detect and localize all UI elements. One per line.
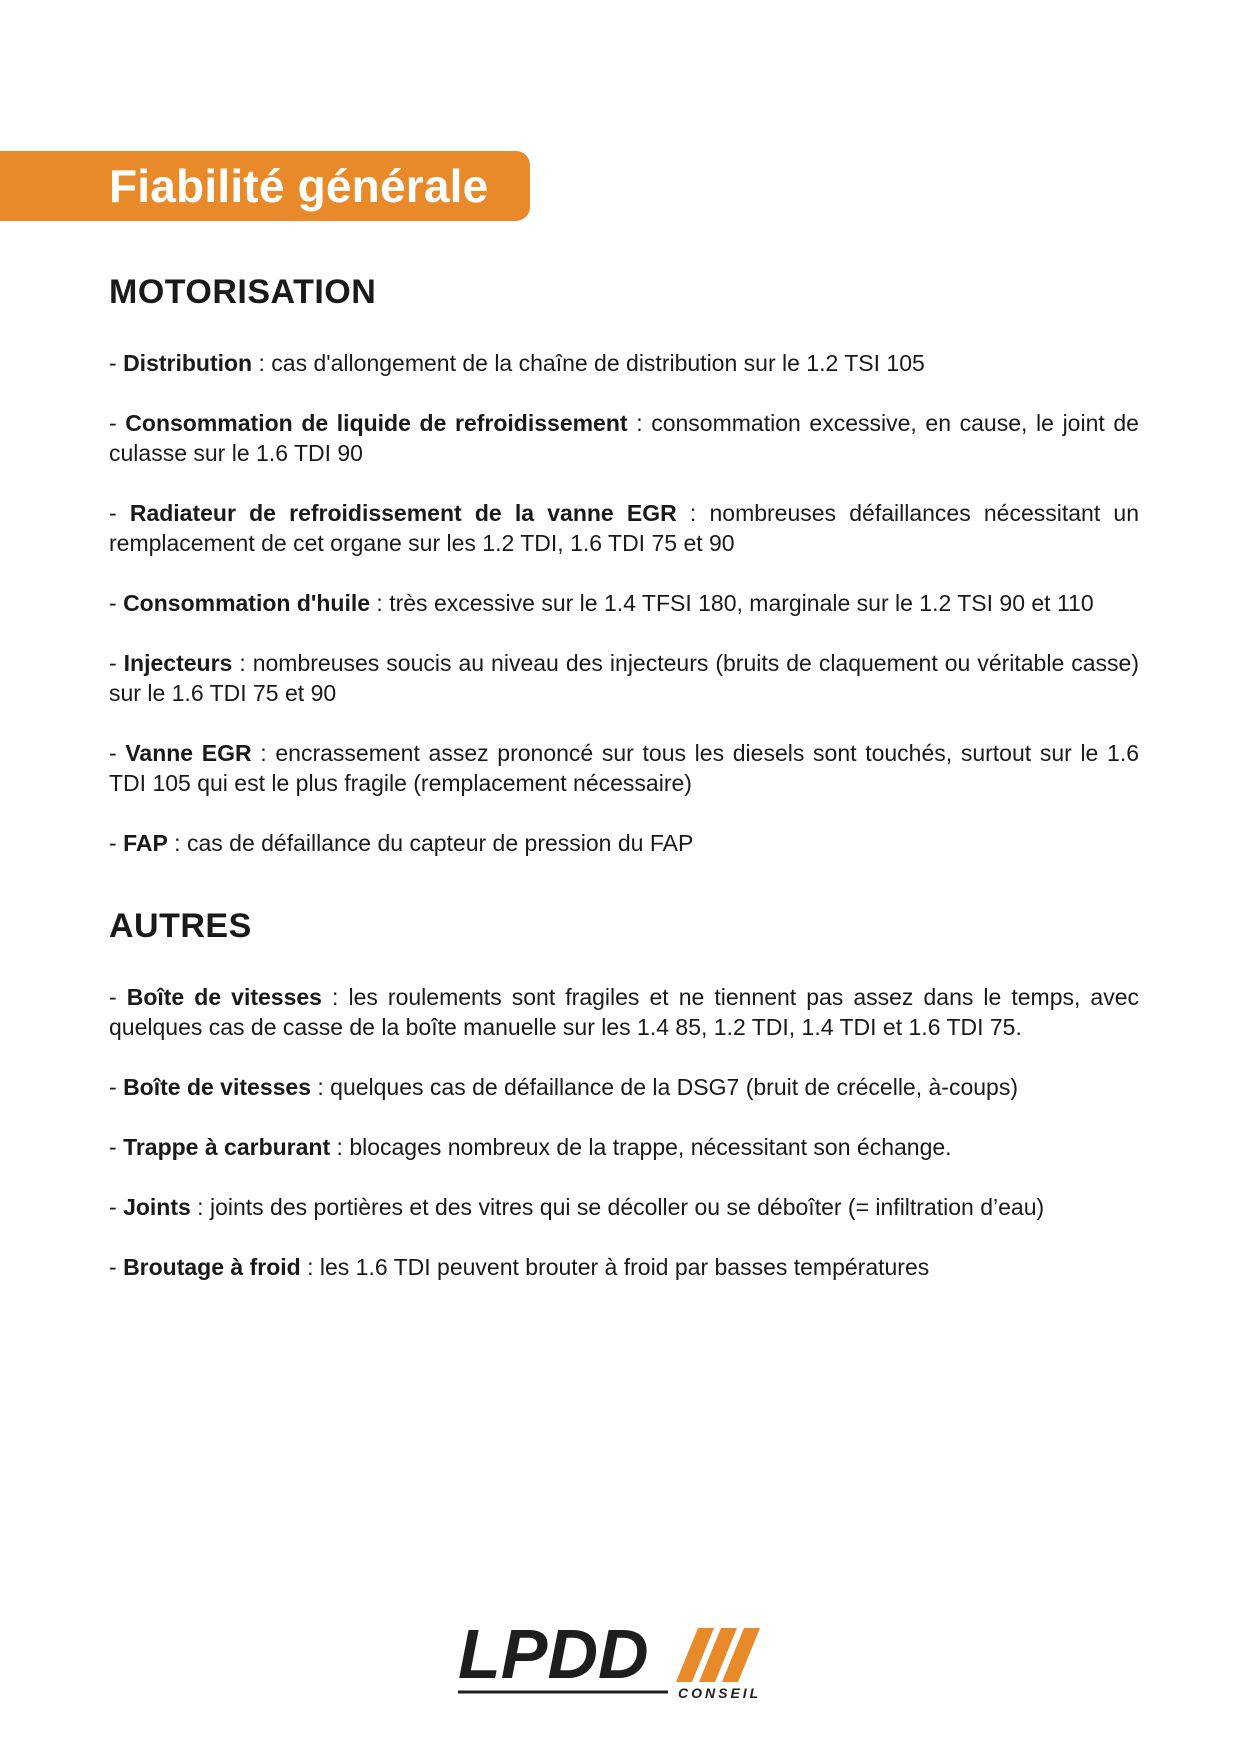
item-separator: : (300, 1254, 320, 1280)
item-text: blocages nombreux de la trappe, nécessitant son échange. (349, 1134, 952, 1160)
item-label: Consommation de liquide de refroidissement (125, 410, 628, 436)
item-text: consommation excessive, en cause, le joint de culasse sur le 1.6 TDI 90 (109, 410, 1139, 466)
list-item: - Boîte de vitesses : quelques cas de défaillance de la DSG7 (bruit de crécelle, à-coups) (109, 1074, 1018, 1100)
item-text: cas d'allongement de la chaîne de distribution sur le 1.2 TSI 105 (271, 350, 925, 376)
item-label: FAP (123, 830, 168, 856)
list-item: - Consommation d'huile : très excessive sur le 1.4 TFSI 180, marginale sur le 1.2 TSI 90 et 110 (109, 590, 1094, 616)
item-label: Joints (123, 1194, 191, 1220)
page-title: Fiabilité générale (109, 160, 489, 212)
item-separator: : (232, 650, 253, 676)
item-label: Trappe à carburant (123, 1134, 331, 1160)
item-text: nombreuses soucis au niveau des injecteurs (bruits de claquement ou véritable casse) sur le 1.6 TDI 75 et 90 (109, 650, 1139, 706)
item-text: joints des portières et des vitres qui se décoller ou se déboîter (= infiltration d’eau) (209, 1194, 1045, 1220)
item-label: Vanne EGR (125, 740, 252, 766)
item-text: encrassement assez prononcé sur tous les diesels sont touchés, surtout sur le 1.6 TDI 105 qui est le plus fragile (remplacement nécessaire) (109, 740, 1140, 796)
item-separator: : (251, 740, 276, 766)
item-list (109, 982, 1139, 1282)
list-item: - Boîte de vitesses : les roulements sont fragiles et ne tiennent pas assez dans le temps, avec quelques cas de casse de la boîte manuelle sur les 1.4 85, 1.2 TDI, 1.4 TDI et 1.6 TDI 75. (109, 984, 1140, 1040)
item-text: les roulements sont fragiles et ne tiennent pas assez dans le temps, avec quelques cas de casse de la boîte manuelle sur les 1.4 85, 1.2 TDI, 1.4 TDI et 1.6 TDI 75. (109, 984, 1140, 1040)
item-separator: : (627, 410, 652, 436)
item-separator: : (190, 1194, 210, 1220)
item-label: Boîte de vitesses (123, 1074, 311, 1100)
item-text: cas de défaillance du capteur de pression du FAP (186, 830, 694, 856)
item-label: Consommation d'huile (123, 590, 371, 616)
item-separator: : (167, 830, 187, 856)
item-list (109, 348, 1139, 858)
list-item: - Broutage à froid : les 1.6 TDI peuvent brouter à froid par basses températures (109, 1254, 930, 1280)
section-autres (109, 904, 1139, 1282)
list-item: - Vanne EGR : encrassement assez prononcé sur tous les diesels sont touchés, surtout sur le 1.6 TDI 105 qui est le plus fragile (remplacement nécessaire) (109, 740, 1140, 796)
list-item: - Consommation de liquide de refroidissement : consommation excessive, en cause, le joint de culasse sur le 1.6 TDI 90 (109, 410, 1139, 466)
section-heading: AUTRES (109, 907, 252, 945)
item-label: Radiateur de refroidissement de la vanne EGR (129, 500, 677, 526)
lpdd-logo (458, 1622, 794, 1704)
list-item: - Injecteurs : nombreuses soucis au niveau des injecteurs (bruits de claquement ou véritable casse) sur le 1.6 TDI 75 et 90 (109, 650, 1139, 706)
item-label: Broutage à froid (123, 1254, 301, 1280)
logo-graphic (458, 1622, 794, 1704)
item-label: Distribution (123, 350, 253, 376)
item-text: quelques cas de défaillance de la DSG7 (bruit de crécelle, à-coups) (330, 1074, 1018, 1100)
item-separator: : (252, 350, 272, 376)
item-separator: : (370, 590, 390, 616)
list-item: - Trappe à carburant : blocages nombreux de la trappe, nécessitant son échange. (109, 1134, 952, 1160)
item-separator: : (676, 500, 710, 526)
item-separator: : (310, 1074, 331, 1100)
item-text: nombreuses défaillances nécessitant un remplacement de cet organe sur les 1.2 TDI, 1.6 TDI 75 et 90 (109, 500, 1139, 556)
item-separator: : (330, 1134, 350, 1160)
item-label: Boîte de vitesses (126, 984, 322, 1010)
item-label: Injecteurs (123, 650, 233, 676)
logo-subtitle: CONSEIL (678, 1685, 762, 1701)
logo-wordmark: LPDD (458, 1622, 649, 1693)
list-item: - FAP : cas de défaillance du capteur de pression du FAP (109, 830, 694, 856)
list-item: - Distribution : cas d'allongement de la chaîne de distribution sur le 1.2 TSI 105 (109, 350, 925, 376)
section-heading: MOTORISATION (109, 273, 377, 311)
item-separator: : (321, 984, 349, 1010)
document-body (109, 270, 1139, 1312)
list-item: - Radiateur de refroidissement de la vanne EGR : nombreuses défaillances nécessitant un remplacement de cet organe sur les 1.2 TDI, 1.6 TDI 75 et 90 (109, 500, 1139, 556)
item-text: les 1.6 TDI peuvent brouter à froid par basses températures (319, 1254, 930, 1280)
item-text: très excessive sur le 1.4 TFSI 180, marginale sur le 1.2 TSI 90 et 110 (389, 590, 1094, 616)
section-motorisation (109, 270, 1139, 858)
list-item: - Joints : joints des portières et des vitres qui se décoller ou se déboîter (= infiltration d’eau) (109, 1194, 1045, 1220)
title-banner (0, 151, 530, 221)
